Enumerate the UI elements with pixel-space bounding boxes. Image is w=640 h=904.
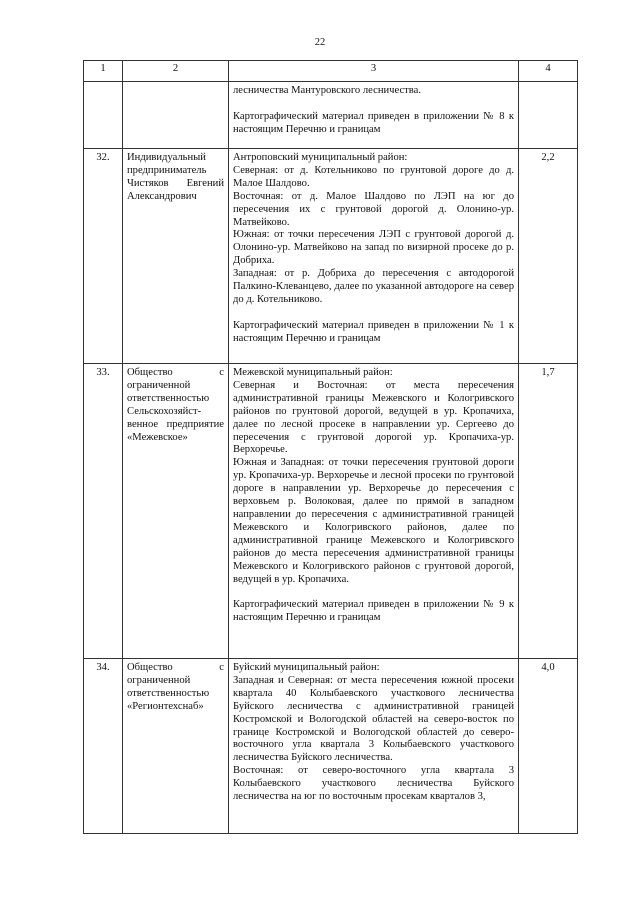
area-value: 4,0 (519, 659, 578, 834)
table-row (84, 659, 578, 834)
description-paragraph: Западная и Северная: от места пересечения южной просеки квартала 40 Колыбаевского участкового лесничества Буйского лесничества с административной границей Костромской и Вологодской областей на северо-восток по границе Костромской и Вологодской областей до северо-восточного угла квартала 3 Колыбаевского участкового лесничества Буйского лесничества. (233, 674, 514, 764)
description-paragraph: лесничества Мантуровского лесничества. (233, 85, 422, 96)
area-value: 2,2 (519, 149, 578, 364)
boundary-description (229, 659, 519, 834)
description-paragraph: Восточная: от северо-восточного угла квартала 3 Колыбаевского участкового лесничества Буйского лесничества на юг по восточным просекам кварталов 3, (233, 765, 514, 803)
organization-name: Общество с ограниченной ответственностью Сельскохозяйст-венное предприятие «Межевское» (123, 364, 229, 659)
description-paragraph: Северная и Восточная: от места пересечения административной границы Межевского и Кологривского районов по грунтовой дорогой, ведущей в ур. Кропачиха, далее по лесной просеке в направлении ур. Сергеево до пересечения с грунтовой дорогой ур. Кропачиха-ур. Верхоречье. (233, 379, 514, 456)
organization-name: Общество с ограниченной ответственностью «Регионтехснаб» (123, 659, 229, 834)
description-paragraph: Буйский муниципальный район: (233, 662, 380, 673)
boundary-description (229, 364, 519, 659)
area-value: 1,7 (519, 364, 578, 659)
organization-name (123, 82, 229, 149)
boundary-description (229, 82, 519, 149)
header-cell: 2 (123, 61, 229, 82)
map-reference: Картографический материал приведен в приложении № 8 к настоящим Перечню и границам (233, 110, 514, 135)
table-row (84, 149, 578, 364)
table-row (84, 364, 578, 659)
row-number: 34. (84, 659, 123, 834)
description-paragraph: Антроповский муниципальный район: (233, 152, 408, 163)
page-number: 22 (314, 37, 326, 48)
description-paragraph: Северная: от д. Котельниково по грунтовой дороге до д. Малое Шалдово. (233, 164, 514, 189)
header-cell: 4 (519, 61, 578, 82)
map-reference: Картографический материал приведен в приложении № 9 к настоящим Перечню и границам (233, 599, 514, 624)
description-paragraph: Западная: от р. Добриха до пересечения с автодорогой Палкино-Клеванцево, далее по указанной автодороге на север до д. Котельниково. (233, 268, 514, 305)
boundary-description (229, 149, 519, 364)
row-number (84, 82, 123, 149)
row-number: 32. (84, 149, 123, 364)
table-row (84, 82, 578, 149)
description-paragraph: Южная и Западная: от точки пересечения грунтовой дороги ур. Кропачиха-ур. Верхоречье и лесной просеки по грунтовой дороге в направлении ур. Верхоречье до пересечения с верховьем р. Волоковая, далее по прямой в западном направлении до пересечения с административной границей Межевского и Кологривского районов, далее по административной границе Межевского и Кологривского районов до места пересечения административной границы Межевского и Кологривского районов с грунтовой дорогой, ведущей в ур. Кропачиха. (233, 457, 514, 585)
description-paragraph: Южная: от точки пересечения ЛЭП с грунтовой дорогой д. Олонино-ур. Матвейково на запад по визирной просеке до р. Добриха. (233, 229, 514, 267)
map-reference: Картографический материал приведен в приложении № 1 к настоящим Перечню и границам (233, 319, 514, 344)
row-number: 33. (84, 364, 123, 659)
header-cell: 3 (229, 61, 519, 82)
description-paragraph: Межевской муниципальный район: (233, 367, 393, 378)
table-header-row (84, 61, 578, 82)
description-paragraph: Восточная: от д. Малое Шалдово по ЛЭП на юг до пересечения их с грунтовой дорогой д. Олонино-ур. Матвейково. (233, 190, 514, 228)
header-cell: 1 (84, 61, 123, 82)
organization-name: Индивидуальный предприниматель Чистяков Евгений Александрович (123, 149, 229, 364)
territory-table (83, 60, 578, 834)
area-value (519, 82, 578, 149)
